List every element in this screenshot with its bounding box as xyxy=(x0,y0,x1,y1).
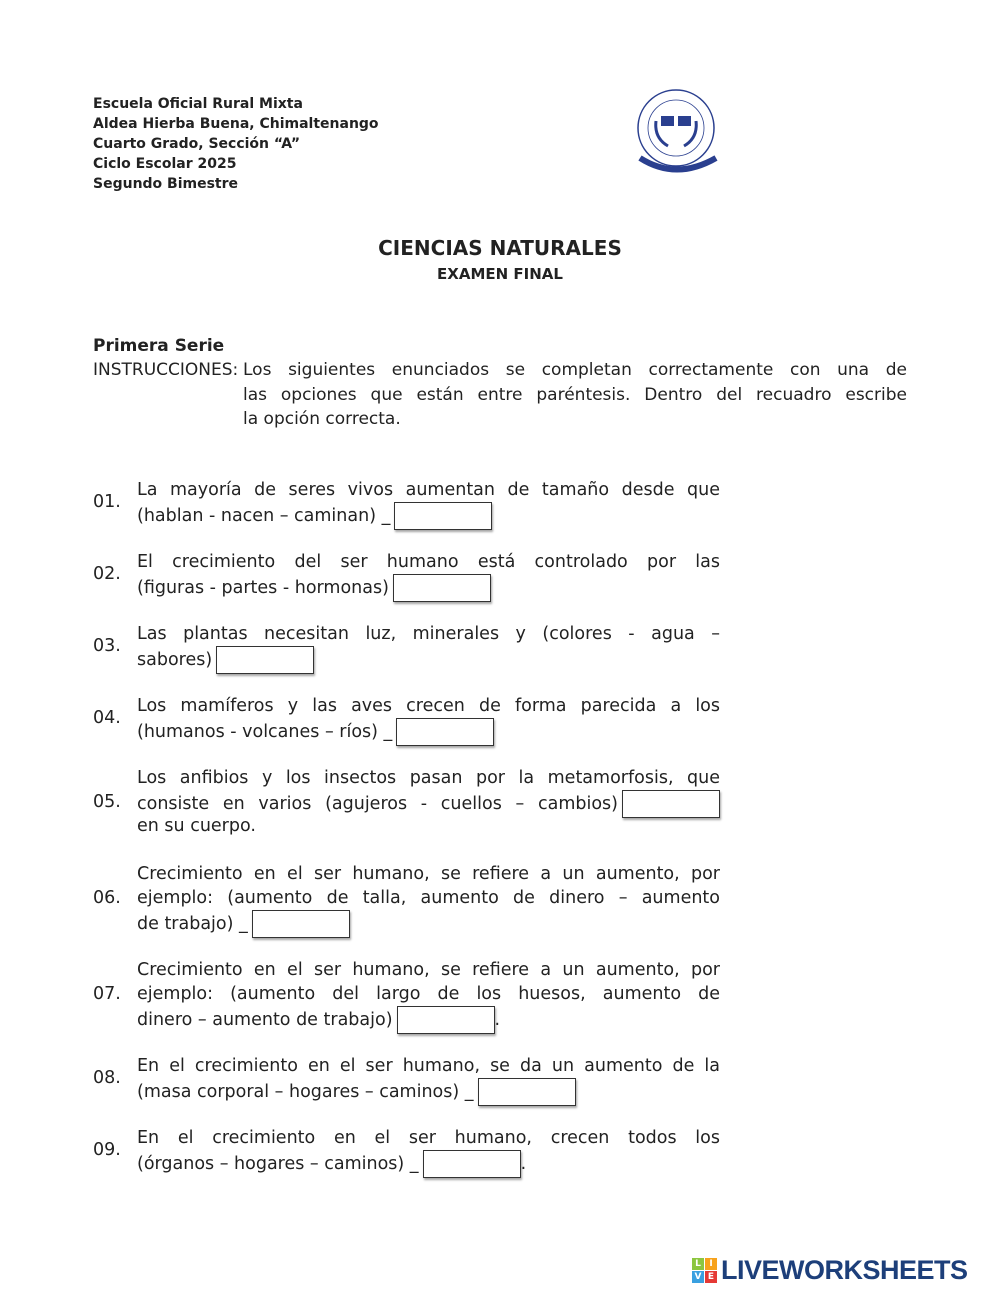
question-text: dinero – aumento de trabajo) xyxy=(137,1010,393,1030)
question-number: 05. xyxy=(93,792,121,812)
answer-box[interactable] xyxy=(394,502,492,530)
school-name: Escuela Oficial Rural Mixta xyxy=(93,96,303,112)
question-text-line xyxy=(137,646,720,670)
question-number: 08. xyxy=(93,1068,121,1088)
question-text: en su cuerpo. xyxy=(137,816,256,836)
question-text-line xyxy=(137,790,720,814)
instructions-line: Los siguientes enunciados se completan correctamente con una de xyxy=(243,360,907,380)
question-text-line xyxy=(137,958,720,982)
question-text: de trabajo) _ xyxy=(137,914,248,934)
answer-box[interactable] xyxy=(622,790,720,818)
question-text: Las plantas necesitan luz, minerales y (colores - agua – xyxy=(137,624,720,644)
question-text-line xyxy=(137,1054,720,1078)
question-text-after: . xyxy=(494,1010,501,1030)
question-text-line xyxy=(137,766,720,790)
question-text: Los anfibios y los insectos pasan por la metamorfosis, que xyxy=(137,768,720,788)
instructions xyxy=(93,358,907,432)
question-number: 03. xyxy=(93,636,121,656)
instructions-line: las opciones que están entre paréntesis. Dentro del recuadro escribe xyxy=(243,384,907,405)
logo-letter: L xyxy=(692,1258,704,1270)
question-number: 01. xyxy=(93,492,121,512)
answer-box[interactable] xyxy=(396,718,494,746)
question-text: (masa corporal – hogares – caminos) _ xyxy=(137,1082,474,1102)
question-text: ejemplo: (aumento de talla, aumento de dinero – aumento xyxy=(137,888,720,908)
question-text: La mayoría de seres vivos aumentan de tamaño desde que xyxy=(137,480,720,500)
answer-box[interactable] xyxy=(252,910,350,938)
answer-box[interactable] xyxy=(478,1078,576,1106)
logo-letter: E xyxy=(705,1271,717,1283)
question-text: Crecimiento en el ser humano, se refiere a un aumento, por xyxy=(137,960,720,980)
page-subtitle: EXAMEN FINAL xyxy=(437,265,563,283)
question-text: (humanos - volcanes – ríos) _ xyxy=(137,722,393,742)
question-text-line xyxy=(137,1006,720,1030)
term: Segundo Bimestre xyxy=(93,176,239,192)
answer-box[interactable] xyxy=(216,646,314,674)
question-text: (hablan - nacen – caminan) _ xyxy=(137,506,391,526)
question-number: 09. xyxy=(93,1140,121,1160)
question-text: ejemplo: (aumento del largo de los huesos, aumento de xyxy=(137,984,720,1004)
question-text-line xyxy=(137,1078,720,1102)
question-text-line xyxy=(137,574,720,598)
school-info xyxy=(93,94,379,194)
question-text-line xyxy=(137,478,720,502)
question-text-line xyxy=(137,502,720,526)
liveworksheets-logo xyxy=(692,1255,968,1286)
school-location: Aldea Hierba Buena, Chimaltenango xyxy=(93,116,379,132)
question-text-line xyxy=(137,886,720,910)
question-number: 06. xyxy=(93,888,121,908)
brand-name: LIVEWORKSHEETS xyxy=(721,1255,968,1285)
question-text: sabores) xyxy=(137,650,213,670)
question-text: (figuras - partes - hormonas) xyxy=(137,578,389,598)
instructions-line: la opción correcta. xyxy=(243,409,401,429)
answer-box[interactable] xyxy=(393,574,491,602)
question-text: Los mamíferos y las aves crecen de forma parecida a los xyxy=(137,696,720,716)
question-number: 07. xyxy=(93,984,121,1004)
question-text-line xyxy=(137,1150,720,1174)
question-text-line xyxy=(137,694,720,718)
logo-letter: I xyxy=(705,1258,717,1270)
page-title: CIENCIAS NATURALES xyxy=(378,236,622,260)
question-text-line xyxy=(137,622,720,646)
answer-box[interactable] xyxy=(423,1150,521,1178)
question-text: El crecimiento del ser humano está controlado por las xyxy=(137,552,720,572)
question-text-line xyxy=(137,982,720,1006)
question-text: En el crecimiento en el ser humano, se da un aumento de la xyxy=(137,1056,720,1076)
answer-box[interactable] xyxy=(397,1006,495,1034)
grade-section: Cuarto Grado, Sección “A” xyxy=(93,136,301,152)
school-year: Ciclo Escolar 2025 xyxy=(93,156,237,172)
question-text-after: . xyxy=(520,1154,527,1174)
question-text: En el crecimiento en el ser humano, crecen todos los xyxy=(137,1128,720,1148)
question-text-line xyxy=(137,1126,720,1150)
question-text-line xyxy=(137,910,720,934)
question-text: (órganos – hogares – caminos) _ xyxy=(137,1154,419,1174)
section-title: Primera Serie xyxy=(93,336,225,356)
question-text-line xyxy=(137,862,720,886)
school-seal-logo xyxy=(628,86,738,181)
question-number: 04. xyxy=(93,708,121,728)
logo-letter: V xyxy=(692,1271,704,1283)
live-squares-icon xyxy=(692,1258,717,1283)
question-number: 02. xyxy=(93,564,121,584)
question-text: Crecimiento en el ser humano, se refiere a un aumento, por xyxy=(137,864,720,884)
instructions-label: INSTRUCCIONES: xyxy=(93,360,239,380)
question-text: consiste en varios (agujeros - cuellos – cambios) xyxy=(137,794,618,814)
question-text-line xyxy=(137,550,720,574)
question-text-line xyxy=(137,718,720,742)
